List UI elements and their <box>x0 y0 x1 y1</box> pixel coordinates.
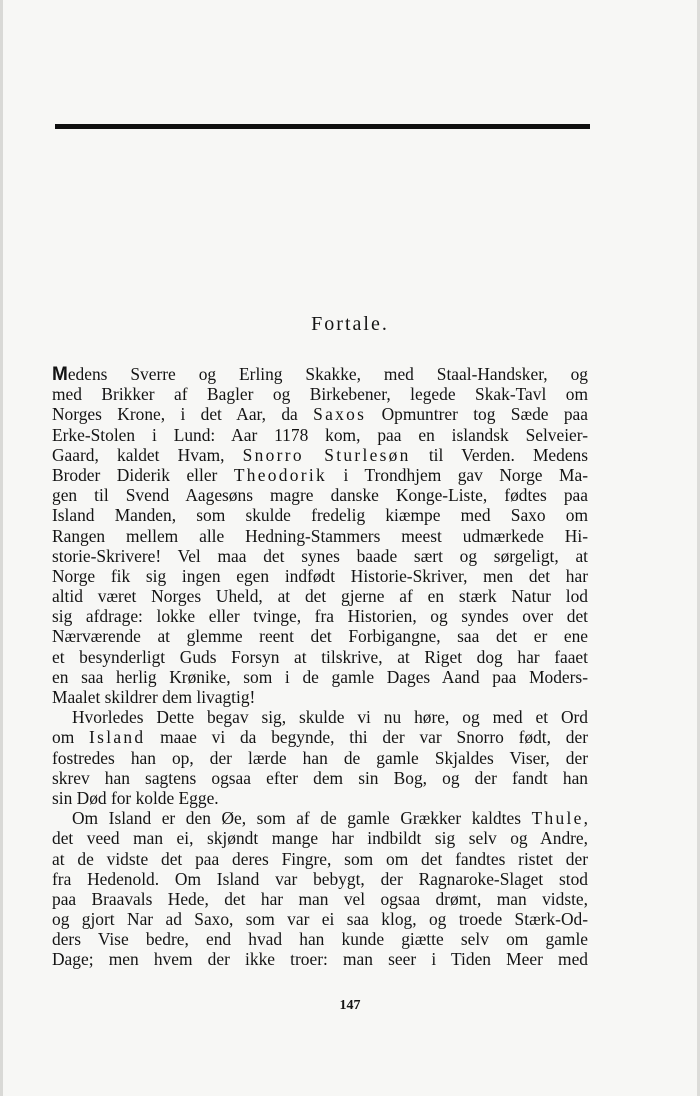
text-line <box>52 788 588 808</box>
text-line <box>52 445 588 465</box>
text-line <box>52 768 588 788</box>
text-line <box>52 849 588 869</box>
text-run: Rangen mellem alle Hedning-Stammers meest udmærkede Hi- <box>52 525 588 546</box>
text-run: skrev han sagtens ogsaa efter dem sin Bog, og der fandt han <box>52 767 588 788</box>
text-line <box>52 505 588 525</box>
text-run: og gjort Nar ad Saxo, som var ei saa klog, og troede Stærk-Od- <box>52 909 588 930</box>
header-rule <box>55 124 590 129</box>
text-run: Dage; men hvem der ikke troer: man seer i Tiden Meer med <box>52 949 588 970</box>
text-run: Gaard, kaldet Hvam, <box>52 444 243 465</box>
text-line <box>52 384 588 404</box>
text-run: ders Vise bedre, end hvad han kunde giætte selv om gamle <box>52 929 588 950</box>
text-run: til Verden. Medens <box>410 444 589 465</box>
chapter-title: Fortale. <box>311 313 389 335</box>
text-line <box>52 465 588 485</box>
page-number: 147 <box>339 998 361 1013</box>
text-line <box>52 626 588 646</box>
drop-cap: M <box>52 364 68 385</box>
text-run: en saa herlig Krønike, som i de gamle Dages Aand paa Moders- <box>52 666 588 687</box>
text-line <box>52 526 588 546</box>
text-run: storie-Skrivere! Vel maa det synes baade sært og sørgeligt, at <box>52 545 588 566</box>
text-line <box>52 828 588 848</box>
spaced-name: Saxos <box>313 404 367 425</box>
text-run: altid været Norges Uheld, at det gjerne af en stærk Natur lod <box>52 586 588 607</box>
text-run: Om Island er den Øe, som af de gamle Grækker kaldtes <box>72 808 532 829</box>
spaced-name: Island <box>89 727 146 748</box>
text-line <box>52 647 588 667</box>
text-line <box>52 586 588 606</box>
text-line <box>52 546 588 566</box>
spaced-name: Snorro Sturlesøn <box>242 444 411 465</box>
text-line <box>52 748 588 768</box>
text-run: paa Braavals Hede, det har man vel ogsaa drømt, man vidste, <box>52 888 588 909</box>
text-run: , <box>583 808 588 829</box>
page-edge <box>0 0 3 1096</box>
spaced-name: Thule <box>531 808 584 829</box>
text-run: sin Død for kolde Egge. <box>52 787 219 808</box>
text-run: det veed man ei, skjøndt mange har indbildt sig selv og Andre, <box>52 828 588 849</box>
text-line <box>52 869 588 889</box>
text-line <box>52 667 588 687</box>
text-run: om <box>52 727 90 748</box>
text-line <box>52 687 588 707</box>
text-line <box>52 707 588 727</box>
text-run: fostredes han op, der lærde han de gamle Skjaldes Viser, der <box>52 747 588 768</box>
text-line <box>52 727 588 747</box>
text-run: et besynderligt Guds Forsyn at tilskrive, at Riget dog har faaet <box>52 646 588 667</box>
text-run: fra Hedenold. Om Island var bebygt, der Ragnaroke-Slaget stod <box>52 868 588 889</box>
text-run: med Brikker af Bagler og Birkebener, legede Skak-Tavl om <box>52 384 588 405</box>
text-run: Maalet skildrer dem livagtig! <box>52 687 256 707</box>
text-line <box>52 425 588 445</box>
text-run: Erke-Stolen i Lund: Aar 1178 kom, paa en islandsk Selveier- <box>52 424 588 445</box>
text-run: sig afdrage: lokke eller tvinge, fra Historien, og syndes over det <box>52 606 588 627</box>
spaced-name: Theodorik <box>233 464 328 485</box>
text-run: Broder Diderik eller <box>52 464 234 485</box>
text-run: gen til Svend Aagesøns magre danske Konge-Liste, fødtes paa <box>52 485 588 506</box>
text-run: Nærværende at glemme reent det Forbigangne, saa det er ene <box>52 626 588 647</box>
body-text <box>52 364 588 970</box>
text-line <box>52 566 588 586</box>
text-line <box>52 949 588 969</box>
text-run: maae vi da begynde, thi der var Snorro født, der <box>145 727 588 748</box>
text-line <box>52 909 588 929</box>
text-line <box>52 606 588 626</box>
text-run: at de vidste det paa deres Fingre, som om det fandtes ristet der <box>52 848 588 869</box>
text-run: i Trondhjem gav Norge Ma- <box>327 464 588 485</box>
text-line <box>52 404 588 424</box>
text-line <box>52 808 588 828</box>
text-run: Hvorledes Dette begav sig, skulde vi nu høre, og med et Ord <box>72 707 588 728</box>
text-run: Norges Krone, i det Aar, da <box>52 404 314 425</box>
text-run: Opmuntrer tog Sæde paa <box>366 404 588 425</box>
text-line <box>52 485 588 505</box>
text-line <box>52 889 588 909</box>
text-line <box>52 929 588 949</box>
text-run: Island Manden, som skulde fredelig kiæmpe med Saxo om <box>52 505 588 526</box>
text-run: Norge fik sig ingen egen indfødt Historie-Skriver, men det har <box>52 565 588 586</box>
text-run: edens Sverre og Erling Skakke, med Staal-Handsker, og <box>67 364 588 384</box>
text-line <box>52 364 588 384</box>
